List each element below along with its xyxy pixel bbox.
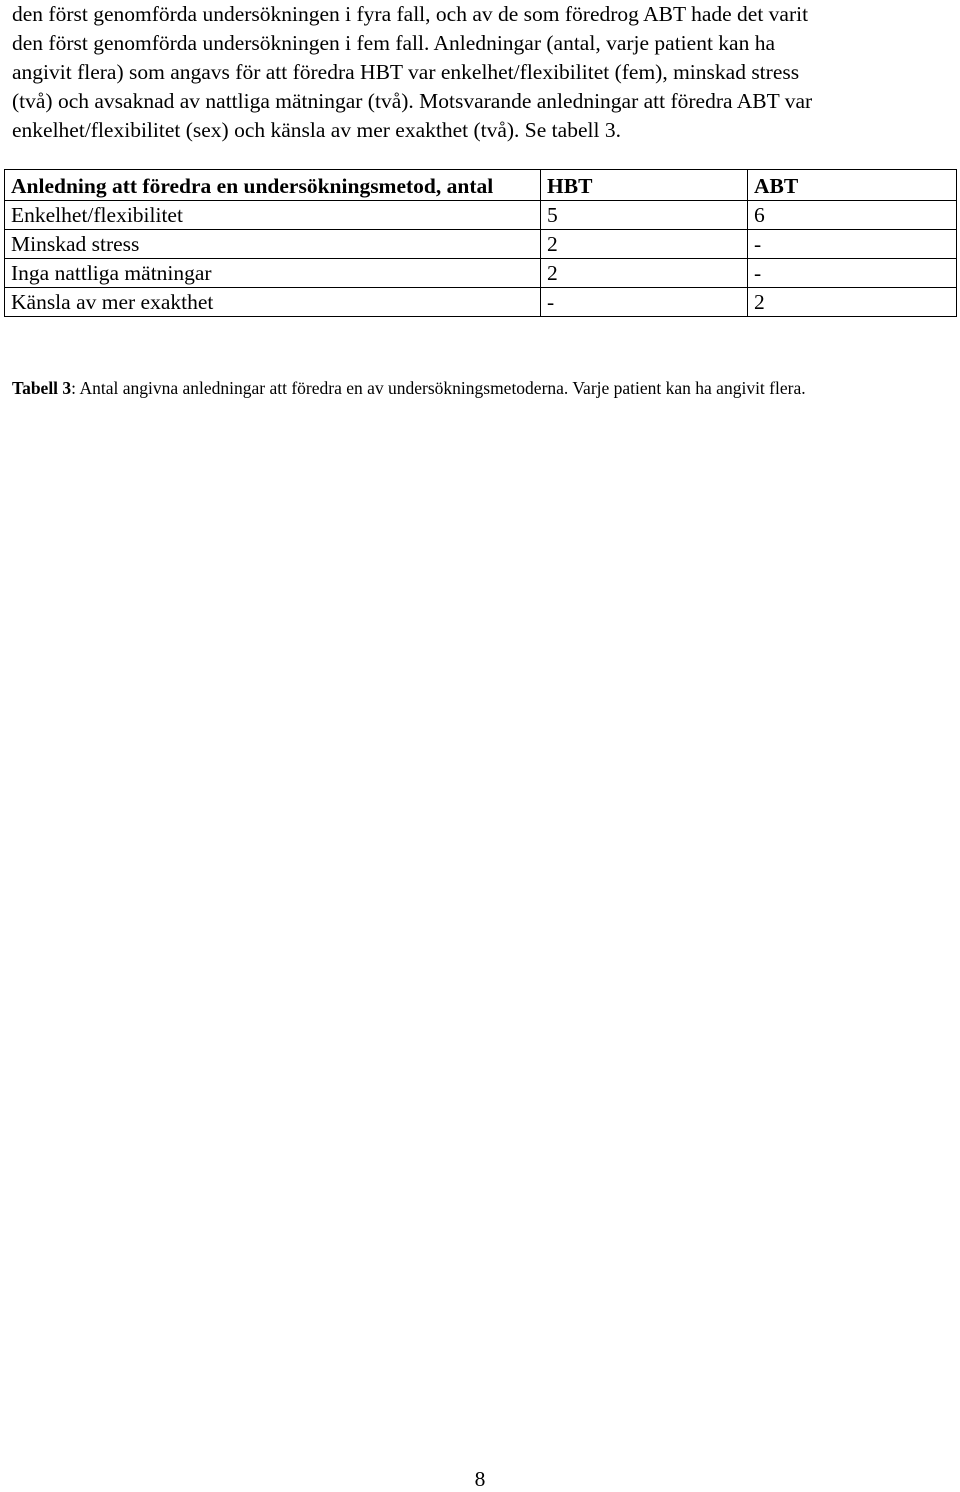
- cell-reason: Inga nattliga mätningar: [5, 259, 541, 288]
- table-row: [5, 230, 957, 259]
- caption-label: Tabell 3: [12, 378, 72, 398]
- table-caption: [12, 376, 942, 400]
- cell-hbt: 2: [541, 259, 748, 288]
- body-paragraph: [12, 0, 952, 145]
- header-abt: ABT: [748, 170, 957, 201]
- table-row: [5, 201, 957, 230]
- header-hbt: HBT: [541, 170, 748, 201]
- paragraph-line: angivit flera) som angavs för att föredra HBT var enkelhet/flexibilitet (fem), minskad stress: [12, 60, 800, 84]
- cell-hbt: 5: [541, 201, 748, 230]
- cell-reason: Minskad stress: [5, 230, 541, 259]
- reasons-table: [4, 169, 957, 317]
- table-header-row: [5, 170, 957, 201]
- paragraph-line: den först genomförda undersökningen i fem fall. Anledningar (antal, varje patient kan ha: [12, 31, 775, 55]
- caption-text: : Antal angivna anledningar att föredra en av undersökningsmetoderna. Varje patient kan ha angivit flera.: [71, 378, 806, 398]
- cell-abt: 6: [748, 201, 957, 230]
- cell-abt: -: [748, 230, 957, 259]
- table-row: [5, 288, 957, 317]
- paragraph-line: den först genomförda undersökningen i fyra fall, och av de som föredrog ABT hade det varit: [12, 2, 809, 26]
- cell-abt: -: [748, 259, 957, 288]
- cell-hbt: 2: [541, 230, 748, 259]
- paragraph-line: enkelhet/flexibilitet (sex) och känsla av mer exakthet (två). Se tabell 3.: [12, 118, 621, 142]
- cell-reason: Enkelhet/flexibilitet: [5, 201, 541, 230]
- cell-hbt: -: [541, 288, 748, 317]
- header-reason: Anledning att föredra en undersökningsmetod, antal: [5, 170, 541, 201]
- table-row: [5, 259, 957, 288]
- page-number: 8: [474, 1467, 486, 1491]
- cell-abt: 2: [748, 288, 957, 317]
- cell-reason: Känsla av mer exakthet: [5, 288, 541, 317]
- paragraph-line: (två) och avsaknad av nattliga mätningar (två). Motsvarande anledningar att föredra ABT var: [12, 89, 813, 113]
